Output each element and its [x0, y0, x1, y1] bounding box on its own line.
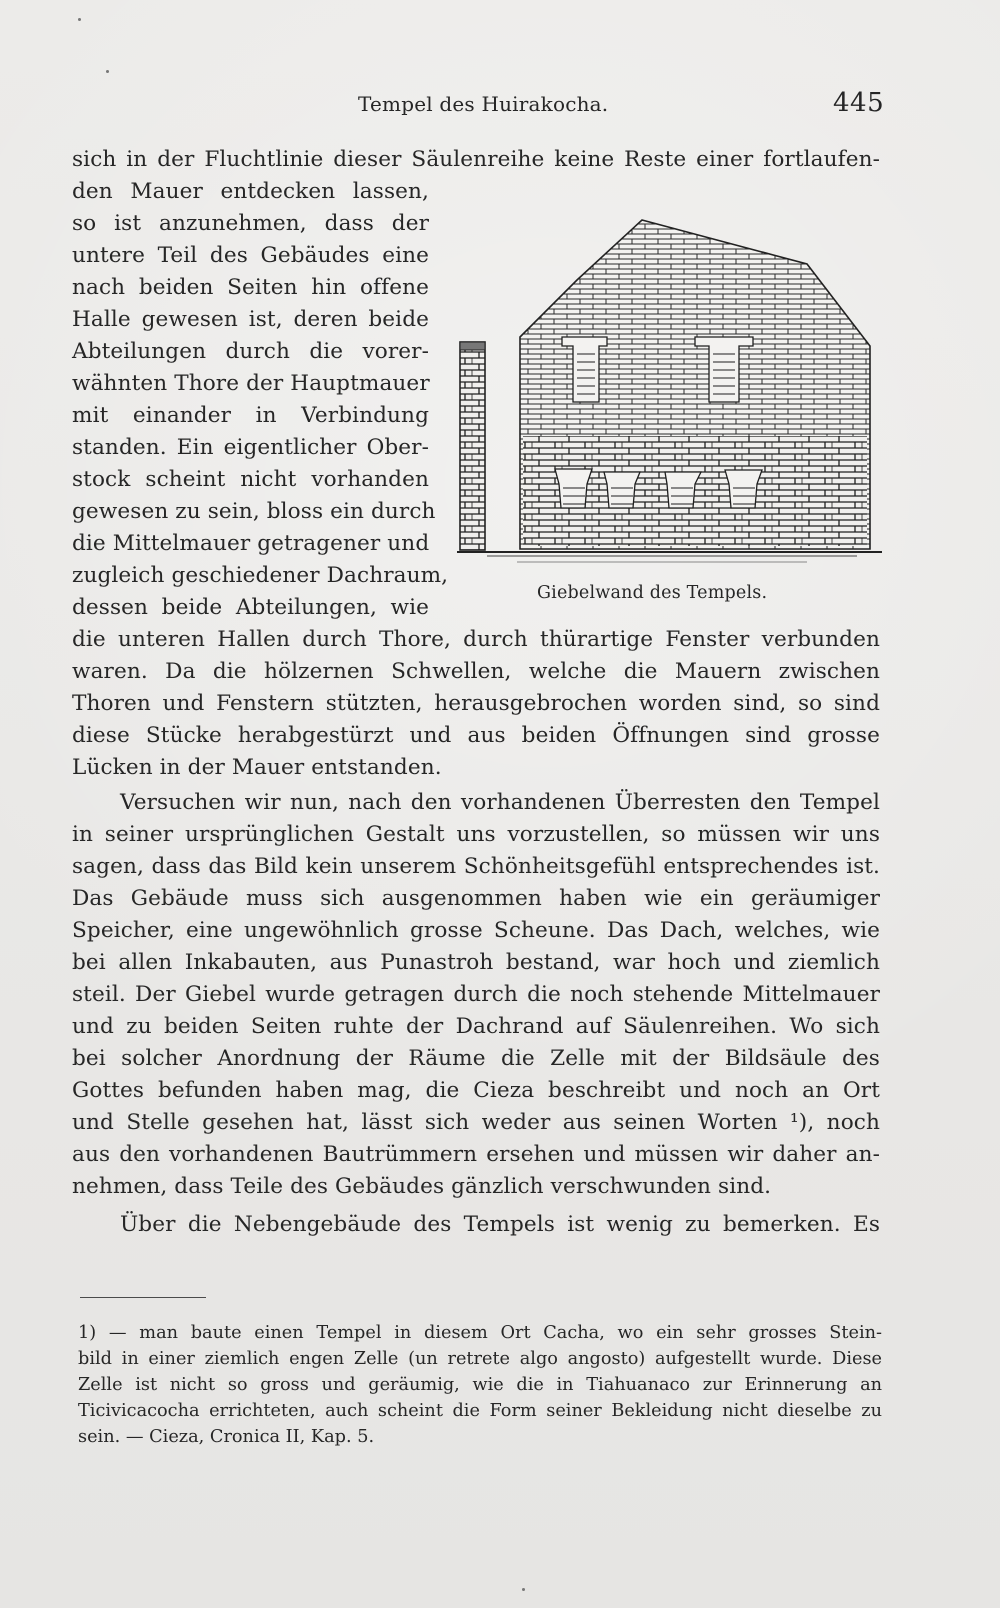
text-line: standen. Ein eigentlicher Ober- [72, 435, 429, 460]
footnote-line: sein. — Cieza, Cronica II, Kap. 5. [78, 1427, 375, 1447]
text-line: Versuchen wir nun, nach den vorhandenen Überresten den Tempel [120, 790, 880, 815]
text-line: Gottes befunden haben mag, die Cieza beschreibt und noch an Ort [72, 1078, 880, 1103]
text-line: Speicher, eine ungewöhnlich grosse Scheune. Das Dach, welches, wie [72, 918, 880, 943]
text-line: nach beiden Seiten hin offene [72, 275, 429, 300]
text-line: Abteilungen durch die vorer- [72, 339, 429, 364]
text-line: waren. Da die hölzernen Schwellen, welche die Mauern zwischen [72, 659, 880, 684]
text-line: sich in der Fluchtlinie dieser Säulenreihe keine Reste einer fortlaufen- [72, 147, 880, 172]
text-line: steil. Der Giebel wurde getragen durch die noch stehende Mittelmauer [72, 982, 880, 1007]
footnote-rule [80, 1297, 206, 1298]
text-line: Das Gebäude muss sich ausgenommen haben wie ein geräumiger [72, 886, 880, 911]
footnote-line: bild in einer ziemlich engen Zelle (un retrete algo angosto) aufgestellt wurde. Diese [78, 1349, 882, 1369]
text-line: die Mittelmauer getragener und [72, 531, 430, 556]
text-line: Thoren und Fenstern stützten, herausgebrochen worden sind, so sind [72, 691, 880, 716]
text-line: stock scheint nicht vorhanden [72, 467, 429, 492]
footnote-line: Zelle ist nicht so gross und geräumig, wie die in Tiahuanaco zur Erinnerung an [78, 1375, 882, 1395]
text-line: und zu beiden Seiten ruhte der Dachrand auf Säulenreihen. Wo sich [72, 1014, 880, 1039]
text-line: den Mauer entdecken lassen, [72, 179, 429, 204]
page-header [0, 88, 1000, 128]
gable-wall-drawing [457, 214, 882, 574]
running-head: Tempel des Huirakocha. [358, 92, 609, 116]
text-line: Lücken in der Mauer entstanden. [72, 755, 442, 780]
text-line: in seiner ursprünglichen Gestalt uns vorzustellen, so müssen wir uns [72, 822, 880, 847]
footnote-line: Ticivicacocha errichteten, auch scheint die Form seiner Bekleidung nicht dieselbe zu [78, 1401, 882, 1421]
text-line: dessen beide Abteilungen, wie [72, 595, 429, 620]
footnote-line: 1) — man baute einen Tempel in diesem Ort Cacha, wo ein sehr grosses Stein- [78, 1323, 882, 1343]
text-line: Halle gewesen ist, deren beide [72, 307, 429, 332]
paper-speck [78, 18, 81, 21]
figure-caption: Giebelwand des Tempels. [537, 583, 768, 603]
text-line: diese Stücke herabgestürzt und aus beiden Öffnungen sind grosse [72, 723, 880, 748]
text-line: gewesen zu sein, bloss ein durch [72, 499, 436, 524]
text-line: Über die Nebengebäude des Tempels ist wenig zu bemerken. Es [120, 1212, 880, 1237]
text-line: zugleich geschiedener Dachraum, [72, 563, 449, 588]
text-line: sagen, dass das Bild kein unserem Schönheitsgefühl entsprechendes ist. [72, 854, 880, 879]
text-line: wähnten Thore der Hauptmauer [72, 371, 430, 396]
gable-wall-illustration [457, 214, 882, 574]
text-line: bei solcher Anordnung der Räume die Zelle mit der Bildsäule des [72, 1046, 880, 1071]
text-line: nehmen, dass Teile des Gebäudes gänzlich verschwunden sind. [72, 1174, 772, 1199]
text-line: mit einander in Verbindung [72, 403, 429, 428]
text-line: untere Teil des Gebäudes eine [72, 243, 429, 268]
text-line: die unteren Hallen durch Thore, durch thürartige Fenster verbunden [72, 627, 880, 652]
text-line: so ist anzunehmen, dass der [72, 211, 429, 236]
paper-speck [106, 70, 109, 73]
text-line: bei allen Inkabauten, aus Punastroh bestand, war hoch und ziemlich [72, 950, 880, 975]
text-line: aus den vorhandenen Bautrümmern ersehen und müssen wir daher an- [72, 1142, 880, 1167]
page-number: 445 [833, 88, 885, 118]
paper-speck [522, 1588, 525, 1591]
text-line: und Stelle gesehen hat, lässt sich weder aus seinen Worten ¹), noch [72, 1110, 880, 1135]
